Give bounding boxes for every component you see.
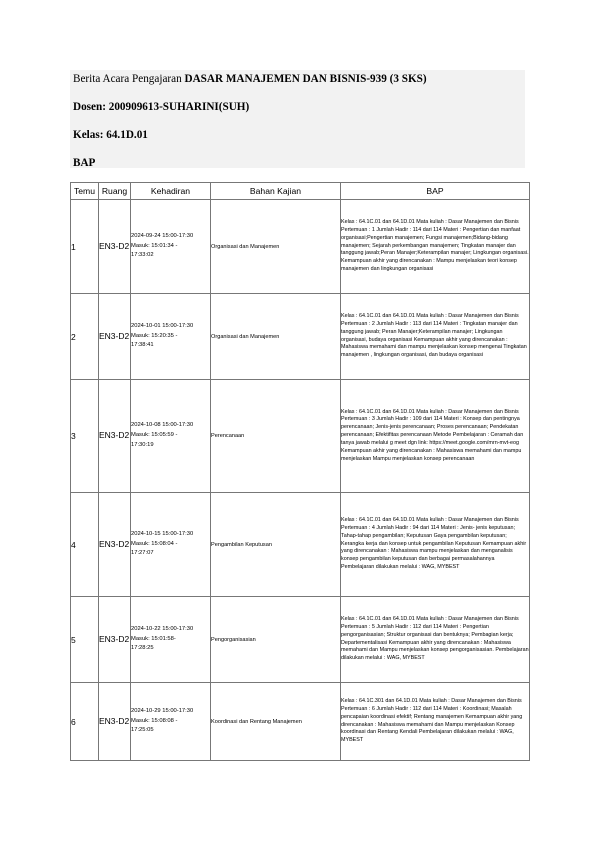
table-row <box>71 597 530 683</box>
cell-bahan-kajian: Pengambilan Keputusan <box>211 493 341 597</box>
cell-kehadiran: 2024-10-22 15:00-17:30 Masuk: 15:01:58- 17:28:25 <box>131 597 211 683</box>
cell-bap: Kelas : 64.1C.01 dan 64.1D.01 Mata kuliah : Dasar Manajemen dan Bisnis Pertemuan : 1 Jumlah Hadir : 114 dari 114 Materi : Pengertian dan manfaat organisasi;Pengertian manajemen; Fungsi manajemen;Bidang-bidang manajemen; Sejarah perkembangan manajemen; Tingkatan manajer dan tanggung jawab;Peran Manajer;Keterampilan manajer; Lingkungan organisasi. Kemampuan akhir yang direncanakan : Mampu menjelaskan teori konsep manajemen dan lingkungan organisasi <box>341 200 530 294</box>
cell-kehadiran: 2024-10-29 15:00-17:30 Masuk: 15:08:08 - 17:25:05 <box>131 683 211 761</box>
cell-bahan-kajian: Perencanaan <box>211 380 341 493</box>
cell-temu: 6 <box>71 683 99 761</box>
table-header-row <box>71 183 530 200</box>
cell-ruang: EN3-D2 <box>99 493 131 597</box>
col-header-ruang: Ruang <box>99 183 131 200</box>
cell-kehadiran: 2024-10-01 15:00-17:30 Masuk: 15:20:35 - 17:38:41 <box>131 294 211 380</box>
report-title <box>73 73 427 85</box>
cell-ruang: EN3-D2 <box>99 597 131 683</box>
cell-temu: 5 <box>71 597 99 683</box>
table-row <box>71 294 530 380</box>
cell-bahan-kajian: Organisasi dan Manajemen <box>211 294 341 380</box>
cell-temu: 2 <box>71 294 99 380</box>
cell-bap: Kelas : 64.1C.01 dan 64.1D.01 Mata kuliah : Dasar Manajemen dan Bisnis Pertemuan : 2 Jumlah Hadir : 113 dari 114 Materi : Tingkatan manajer dan tanggung jawab; Peran Manajer;Keterampilan manajer; Lingkungan organisasi, budaya organisasi Kemampuan akhir yang direncanakan : Mahasiswa memahami dan mampu menjelaskan konsep mengenai Tingkatan manajemen , lingkungan organisasi, dan budaya organisasi <box>341 294 530 380</box>
table-row <box>71 493 530 597</box>
cell-temu: 1 <box>71 200 99 294</box>
cell-ruang: EN3-D2 <box>99 200 131 294</box>
cell-bap: Kelas : 64.1C.301 dan 64.1D.01 Mata kuliah : Dasar Manajemen dan Bisnis Pertemuan : 6 Jumlah Hadir : 112 dari 114 Materi : Koordinasi; Masalah pencapaian koordinasi efektif; Rentang manajemen Kemampuan akhir yang direncanakan : Mahasiswa memahami dan Mampu menjelaskan Konsep koordinasi dan Rentang Kendali Pembelajaran dilakukan melalui : WAG, MYBEST <box>341 683 530 761</box>
cell-bahan-kajian: Koordinasi dan Rentang Manajemen <box>211 683 341 761</box>
col-header-bap: BAP <box>341 183 530 200</box>
col-header-bahan-kajian: Bahan Kajian <box>211 183 341 200</box>
section-title: BAP <box>73 157 96 169</box>
cell-kehadiran: 2024-10-08 15:00-17:30 Masuk: 15:05:59 - 17:30:19 <box>131 380 211 493</box>
bap-table <box>70 182 530 761</box>
cell-bahan-kajian: Organisasi dan Manajemen <box>211 200 341 294</box>
cell-kehadiran: 2024-10-15 15:00-17:30 Masuk: 15:08:04 - 17:27:07 <box>131 493 211 597</box>
cell-temu: 4 <box>71 493 99 597</box>
table-row <box>71 200 530 294</box>
col-header-temu: Temu <box>71 183 99 200</box>
cell-bap: Kelas : 64.1C.01 dan 64.1D.01 Mata kuliah : Dasar Manajemen dan Bisnis Pertemuan : 5 Jumlah Hadir : 112 dari 114 Materi : Pengertian pengorganisasian; Struktur organisasi dan bentuknya; Pembagian kerja; Departementalisasi Kemampuan akhir yang direncanakan : Mahasiswa memahami dan Mampu menjelaskan konsep pengorganisasian. Pembelajaran dilakukan melalui : WAG, MYBEST <box>341 597 530 683</box>
lecturer-line: Dosen: 200909613-SUHARINI(SUH) <box>73 101 250 113</box>
cell-ruang: EN3-D2 <box>99 683 131 761</box>
report-title-prefix: Berita Acara Pengajaran <box>73 73 185 85</box>
cell-ruang: EN3-D2 <box>99 294 131 380</box>
cell-bahan-kajian: Pengorganisasian <box>211 597 341 683</box>
cell-kehadiran: 2024-09-24 15:00-17:30 Masuk: 15:01:34 - 17:33:02 <box>131 200 211 294</box>
cell-temu: 3 <box>71 380 99 493</box>
table-row <box>71 683 530 761</box>
col-header-kehadiran: Kehadiran <box>131 183 211 200</box>
cell-bap: Kelas : 64.1C.01 dan 64.1D.01 Mata kuliah : Dasar Manajemen dan Bisnis Pertemuan : 4 Jumlah Hadir : 94 dari 114 Materi : Jenis- jenis keputusan; Tahap-tahap pengambilan; Keputusan Gaya pengambilan keputusan; Kerangka kerja dan konsep untuk pengambilan Keputusan Kemampuan akhir yang direncanakan : Mahasiswa mampu menjelaskan dan menganalisis konsep pengambilan keputusan dan berbagai permasalahannya Pembelajaran dilakukan melalui : WAG, MYBEST <box>341 493 530 597</box>
cell-ruang: EN3-D2 <box>99 380 131 493</box>
table-row <box>71 380 530 493</box>
report-title-course: DASAR MANAJEMEN DAN BISNIS-939 (3 SKS) <box>184 73 427 85</box>
class-line: Kelas: 64.1D.01 <box>73 129 148 141</box>
cell-bap: Kelas : 64.1C.01 dan 64.1D.01 Mata kuliah : Dasar Manajemen dan Bisnis Pertemuan : 3 Jumlah Hadir : 109 dari 114 Materi : Konsep dan pentingnya perencanaan; Jenis-jenis perencanaan; Proses perencanaan; Pendekatan perencanaan; Efektifitas perencanaan Metode Pembelajaran : Ceramah dan tanya jawab melalui g meet dgn link: https://meet.google.com/mrn-mvt-eog Kemampuan akhir yang direncanakan : Mahasiswa memahami dan mampu menjelaskan Mampu menjelaskan konsep perencanaan <box>341 380 530 493</box>
